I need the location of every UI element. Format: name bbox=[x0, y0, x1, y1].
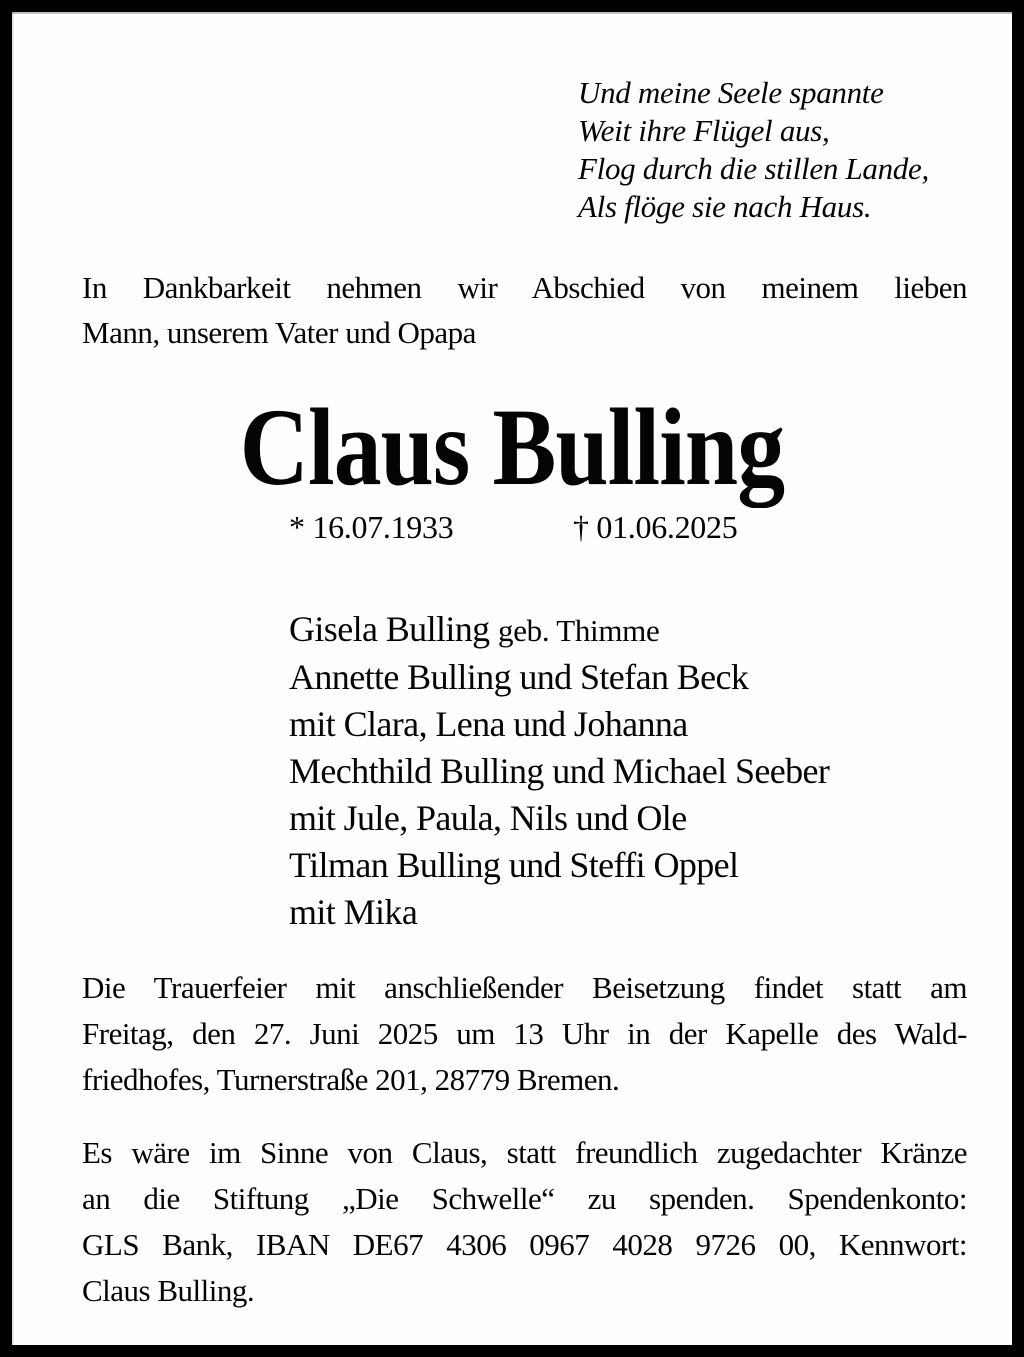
donation-line: an die Stiftung „Die Schwelle“ zu spenden. Spendenkonto: bbox=[82, 1181, 967, 1216]
family-line: mit Clara, Lena und Johanna bbox=[289, 704, 688, 744]
memorial-poem bbox=[578, 74, 929, 226]
birth-date: * 16.07.1933 bbox=[289, 509, 454, 545]
life-dates bbox=[12, 509, 1012, 554]
poem-line: Und meine Seele spannte bbox=[578, 75, 884, 110]
poem-line: Weit ihre Flügel aus, bbox=[578, 113, 830, 148]
intro-text bbox=[82, 265, 967, 355]
family-line: mit Mika bbox=[289, 892, 418, 932]
family-principal-name: Gisela Bulling bbox=[289, 609, 490, 649]
donation-line: Claus Bulling. bbox=[82, 1273, 255, 1308]
family-principal-maiden-name: geb. Thimme bbox=[498, 613, 660, 648]
family-line: Mechthild Bulling und Michael Seeber bbox=[289, 751, 830, 791]
family-line-principal bbox=[289, 606, 829, 654]
intro-line: In Dankbarkeit nehmen wir Abschied von meinem lieben bbox=[82, 270, 967, 305]
donation-line: GLS Bank, IBAN DE67 4306 0967 4028 9726 00, Kennwort: bbox=[82, 1227, 967, 1262]
family-list bbox=[289, 606, 829, 936]
donation-line: Es wäre im Sinne von Claus, statt freundlich zugedachter Kränze bbox=[82, 1135, 967, 1170]
family-line: mit Jule, Paula, Nils und Ole bbox=[289, 798, 687, 838]
funeral-details bbox=[82, 965, 967, 1103]
funeral-line: friedhofes, Turnerstraße 201, 28779 Bremen. bbox=[82, 1062, 620, 1097]
intro-line: Mann, unserem Vater und Opapa bbox=[82, 315, 476, 350]
family-line: Annette Bulling und Stefan Beck bbox=[289, 657, 749, 697]
donation-details bbox=[82, 1130, 967, 1314]
poem-line: Flog durch die stillen Lande, bbox=[578, 151, 929, 186]
deceased-name: Claus Bulling bbox=[239, 386, 785, 508]
poem-line: Als flöge sie nach Haus. bbox=[578, 189, 872, 224]
family-line: Tilman Bulling und Steffi Oppel bbox=[289, 845, 739, 885]
funeral-line: Freitag, den 27. Juni 2025 um 13 Uhr in der Kapelle des Wald- bbox=[82, 1016, 967, 1051]
death-date: † 01.06.2025 bbox=[573, 509, 738, 545]
funeral-line: Die Trauerfeier mit anschließender Beisetzung findet statt am bbox=[82, 970, 967, 1005]
